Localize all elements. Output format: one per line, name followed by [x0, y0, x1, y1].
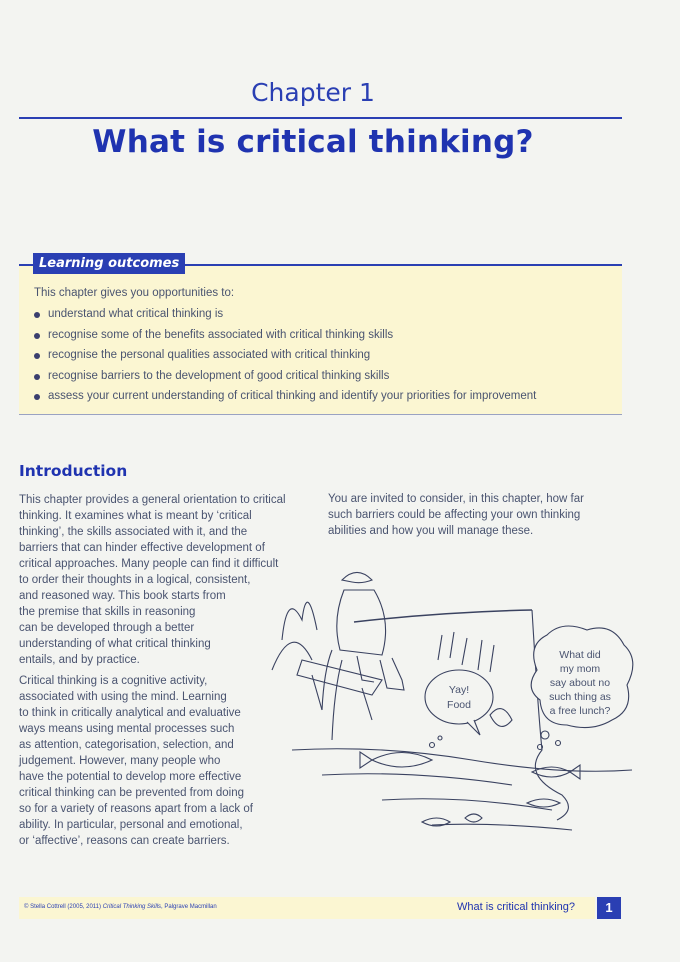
text-line: have the potential to develop more effective [19, 771, 242, 783]
text-line: associated with using the mind. Learning [19, 691, 227, 703]
text-line: can be developed through a better [19, 622, 195, 634]
text-line: so for a variety of reasons apart from a lack of [19, 803, 253, 815]
chapter-label: Chapter 1 [251, 78, 375, 107]
text-line: to think in critically analytical and evaluative [19, 707, 241, 719]
thought-bubble-line: a free lunch? [549, 705, 611, 717]
page-number: 1 [597, 897, 621, 919]
text-line: ability. In particular, personal and emotional, [19, 819, 243, 831]
text-line: critical thinking can be prevented from doing [19, 787, 245, 799]
chapter-divider [19, 117, 622, 119]
learning-outcomes-list [30, 307, 536, 410]
text-line: such barriers could be affecting your own thinking [328, 509, 581, 521]
introduction-heading: Introduction [19, 462, 128, 480]
text-line: thinking. It examines what is meant by ‘critical [19, 510, 252, 522]
copyright-text: © Stella Cottrell (2005, 2011) [24, 904, 103, 910]
thought-bubble-line: such thing as [549, 691, 611, 703]
introduction-paragraph-3 [328, 491, 618, 539]
text-line: critical approaches. Many people can find it difficult [19, 558, 279, 570]
introduction-paragraph-2 [19, 673, 269, 849]
thought-bubble-line: What did [559, 649, 601, 661]
text-line: ways means using mental processes such [19, 723, 235, 735]
outcome-item: assess your current understanding of critical thinking and identify your priorities for improvement [30, 389, 536, 410]
text-line: barriers that can hinder effective development of [19, 542, 265, 554]
learning-outcomes-heading: Learning outcomes [33, 253, 185, 274]
learning-outcomes-intro: This chapter gives you opportunities to: [34, 287, 235, 299]
text-line: You are invited to consider, in this chapter, how far [328, 493, 584, 505]
text-line: and reasoned way. This book starts from [19, 590, 226, 602]
text-line: or ‘affective’, reasons can create barriers. [19, 835, 230, 847]
publisher-text: , Palgrave Macmillan [161, 904, 217, 910]
thought-bubble-line: say about no [549, 677, 611, 689]
thought-bubble-line: my mom [559, 663, 601, 675]
outcome-item: recognise the personal qualities associated with critical thinking [30, 348, 536, 369]
outcome-item: recognise barriers to the development of good critical thinking skills [30, 369, 536, 390]
outcome-item: recognise some of the benefits associated with critical thinking skills [30, 328, 536, 349]
text-line: This chapter provides a general orientation to critical [19, 494, 286, 506]
text-line: as attention, categorisation, selection, and [19, 739, 234, 751]
text-line: thinking’, the skills associated with it, and the [19, 526, 248, 538]
text-line: understanding of what critical thinking [19, 638, 211, 650]
text-line: the premise that skills in reasoning [19, 606, 196, 618]
book-title: Critical Thinking Skills [102, 904, 162, 910]
chapter-title: What is critical thinking? [92, 124, 534, 160]
text-line: entails, and by practice. [19, 654, 140, 666]
fishing-cartoon [262, 560, 662, 860]
text-line: abilities and how you will manage these. [328, 525, 534, 537]
footer-copyright [24, 904, 217, 910]
text-line: to order their thoughts in a logical, consistent, [19, 574, 251, 586]
fish-speech-line: Food [447, 699, 471, 711]
running-title: What is critical thinking? [457, 901, 575, 913]
outcome-item: understand what critical thinking is [30, 307, 536, 328]
fish-speech-line: Yay! [448, 684, 470, 696]
text-line: Critical thinking is a cognitive activity, [19, 675, 208, 687]
text-line: judgement. However, many people who [19, 755, 221, 767]
